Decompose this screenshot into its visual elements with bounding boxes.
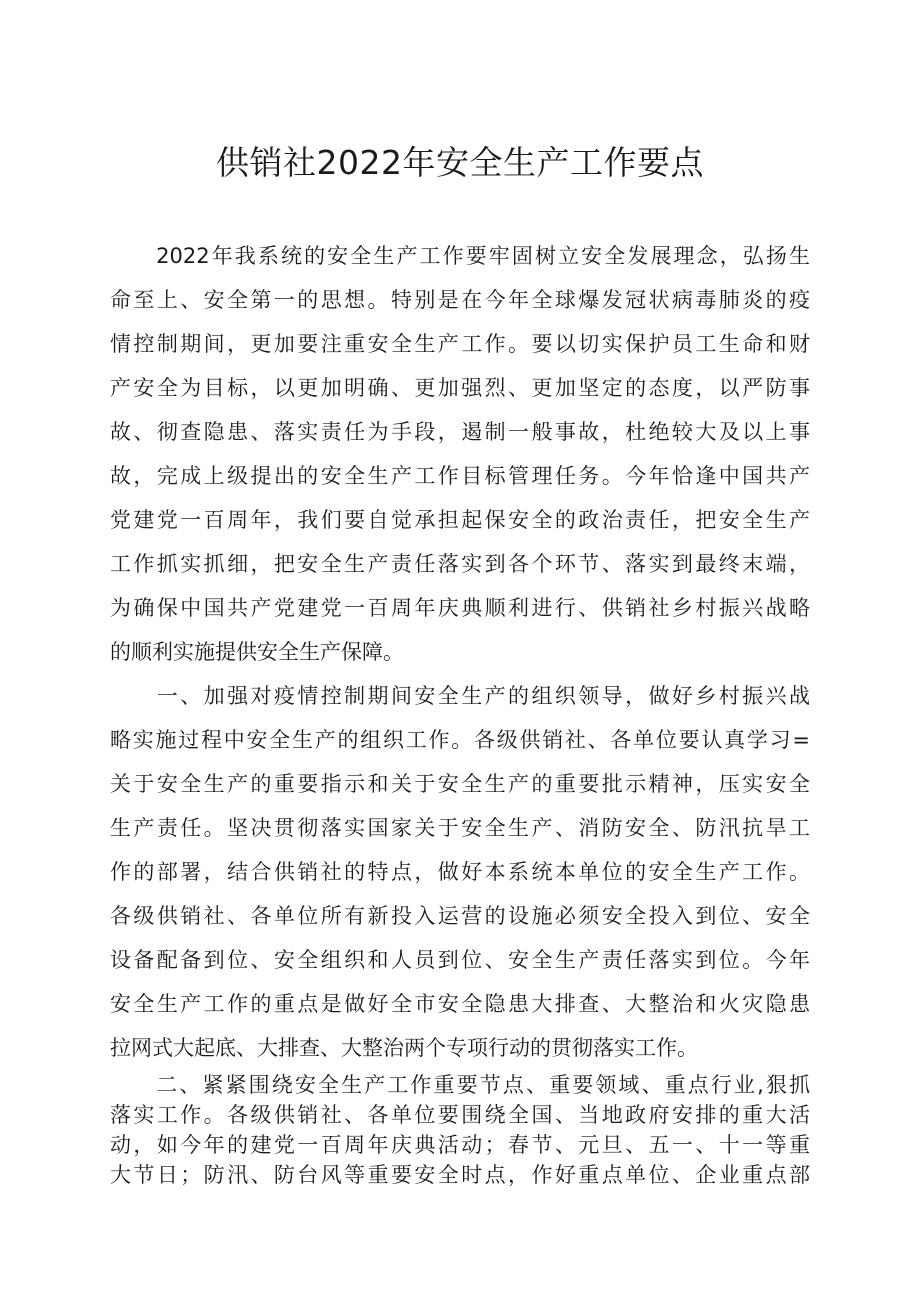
text-line: 命至上、安全第一的思想。特别是在今年全球爆发冠状病毒肺炎的疫	[110, 288, 810, 312]
text-line: 作的部署，结合供销社的特点，做好本系统本单位的安全生产工作。	[110, 860, 810, 884]
document-title: 供销社2022年安全生产工作要点	[216, 143, 704, 182]
text-line: 设备配备到位、安全组织和人员到位、安全生产责任落实到位。今年	[110, 948, 810, 972]
text-line: 拉网式大起底、大排查、大整治两个专项行动的贯彻落实工作。	[110, 1036, 698, 1060]
text-line: 二、紧紧围绕安全生产工作重要节点、重要领域、重点行业,狠抓	[110, 1073, 810, 1097]
text-line: 工作抓实抓细，把安全生产责任落实到各个环节、落实到最终末端，	[110, 552, 810, 576]
text-line: 情控制期间，更加要注重安全生产工作。要以切实保护员工生命和财	[110, 332, 810, 356]
text-line: 故，完成上级提出的安全生产工作目标管理任务。今年恰逢中国共产	[110, 464, 810, 488]
text-line: 落实工作。各级供销社、各单位要围绕全国、当地政府安排的重大活	[110, 1103, 810, 1127]
text-line: 产安全为目标，以更加明确、更加强烈、更加坚定的态度，以严防事	[110, 376, 810, 400]
text-line: 安全生产工作的重点是做好全市安全隐患大排查、大整治和火灾隐患	[110, 992, 810, 1016]
text-line: 关于安全生产的重要指示和关于安全生产的重要批示精神，压实安全	[110, 772, 810, 796]
text-line: 大节日；防汛、防台风等重要安全时点，作好重点单位、企业重点部	[110, 1163, 810, 1187]
text-line: 为确保中国共产党建党一百周年庆典顺利进行、供销社乡村振兴战略	[110, 596, 810, 620]
text-line: 2022年我系统的安全生产工作要牢固树立安全发展理念，弘扬生	[110, 244, 810, 268]
text-line: 的顺利实施提供安全生产保障。	[110, 640, 404, 664]
text-line: 略实施过程中安全生产的组织工作。各级供销社、各单位要认真学习=	[110, 728, 810, 752]
paragraph-intro	[110, 234, 810, 674]
paragraph-section-1	[110, 674, 810, 1070]
text-line: 生产责任。坚决贯彻落实国家关于安全生产、消防安全、防汛抗旱工	[110, 816, 810, 840]
text-line: 一、加强对疫情控制期间安全生产的组织领导，做好乡村振兴战	[110, 684, 810, 708]
text-line: 各级供销社、各单位所有新投入运营的设施必须安全投入到位、安全	[110, 904, 810, 928]
text-line: 故、彻查隐患、落实责任为手段，遏制一般事故，杜绝较大及以上事	[110, 420, 810, 444]
text-line: 党建党一百周年，我们要自觉承担起保安全的政治责任，把安全生产	[110, 508, 810, 532]
text-line: 动，如今年的建党一百周年庆典活动；春节、元旦、五一、十一等重	[110, 1133, 810, 1157]
paragraph-section-2	[110, 1070, 810, 1190]
